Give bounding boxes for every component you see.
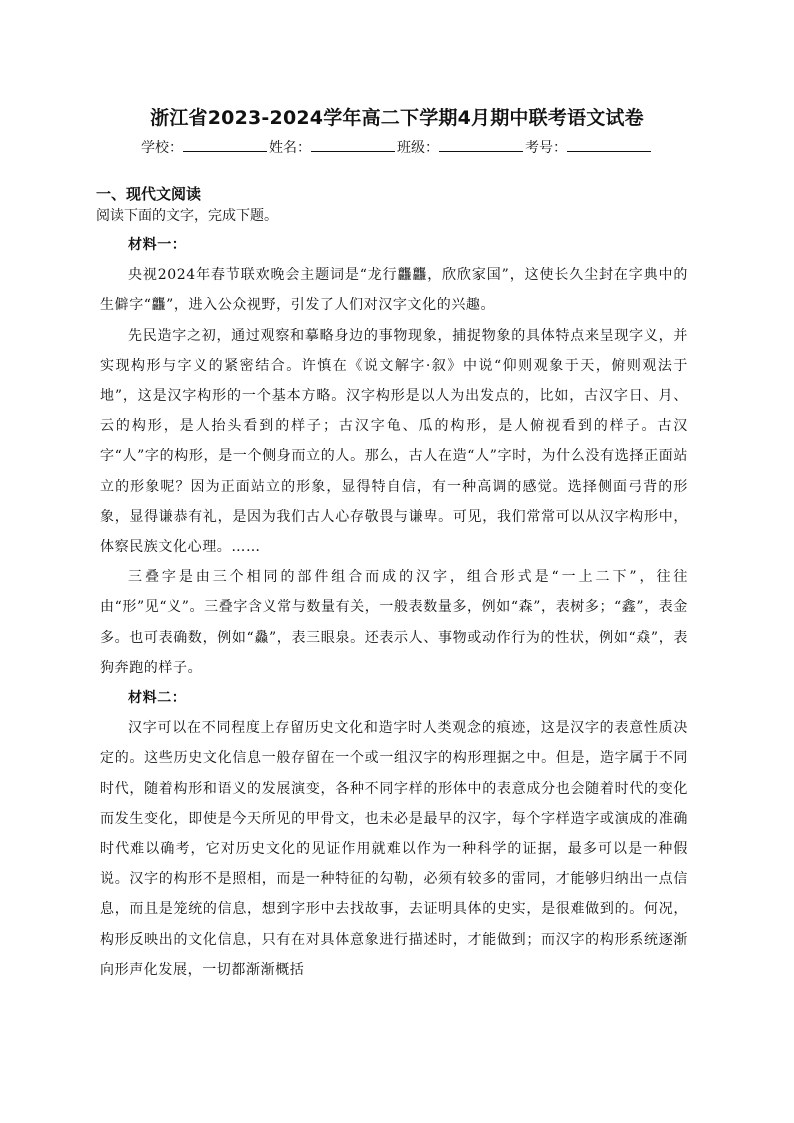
paragraph: 汉字可以在不同程度上存留历史文化和造字时人类观念的痕迹，这是汉字的表意性质决定的。这些历史文化信息一般存留在一个或一组汉字的构形理据之中。但是，造字属于不同时代，随着构形和语义的发展演变，各种不同字样的形体中的表意成分也会随着时代的变化而发生变化，即使是今天所见的甲骨文，也未必是最早的汉字，每个字样造字或演成的准确时代难以确考，它对历史文化的见证作用就难以作为一种科学的证据，最多可以是一种假说。汉字的构形不是照相，而是一种特征的勾勒，必须有较多的雷同，才能够归纳出一点信息，而且是笼统的信息，想到字形中去找故事，去证明具体的史实，是很难做到的。何况，构形反映出的文化信息，只有在对具体意象进行描述时，才能做到；而汉字的构形系统逐渐向形声化发展，一切都渐渐概括	[100, 720, 688, 978]
school-field	[141, 137, 269, 157]
section-heading: 一、现代文阅读	[96, 185, 202, 203]
material-two-label-text: 材料二：	[128, 690, 187, 707]
exam-number-field	[525, 137, 653, 157]
name-label: 姓名：	[269, 140, 311, 156]
name-field	[269, 137, 397, 157]
section-instruction: 阅读下面的文字，完成下题。	[96, 208, 278, 224]
exam-title: 浙江省2023-2024学年高二下学期4月期中联考语文试卷	[150, 107, 644, 129]
material-one-label-text: 材料一：	[128, 237, 187, 253]
exam-number-label: 考号：	[525, 140, 567, 156]
exam-number-blank[interactable]	[567, 139, 651, 152]
material-one-label	[100, 230, 688, 260]
school-label: 学校：	[141, 140, 183, 156]
class-label: 班级：	[397, 140, 439, 156]
student-info-line	[0, 137, 794, 157]
class-field	[397, 137, 525, 157]
paragraph: 先民造字之初，通过观察和摹略身边的事物现象，捕捉物象的具体特点来呈现字义，并实现构形与字义的紧密结合。许慎在《说文解字·叙》中说“仰则观象于天，俯则观法于地”，这是汉字构形的一个基本方略。汉字构形是以人为出发点的，比如，古汉字日、月、云的构形，是人抬头看到的样子；古汉字龟、瓜的构形，是人俯视看到的样子。古汉字“人”字的构形，是一个侧身而立的人。那么，古人在造“人”字时，为什么没有选择正面站立的形象呢？因为正面站立的形象，显得特自信，有一种高调的感觉。选择侧面弓背的形象，显得谦恭有礼，是因为我们古人心存敬畏与谦卑。可见，我们常常可以从汉字构形中，体察民族文化心理。……	[100, 327, 688, 556]
material-two-label	[100, 683, 688, 713]
name-blank[interactable]	[311, 139, 395, 152]
paragraph: 三叠字是由三个相同的部件组合而成的汉字，组合形式是“一上二下”，往往由“形”见“义”。三叠字含义常与数量有关，一般表数量多，例如“森”，表树多；“鑫”，表金多。也可表确数，例如“灥”，表三眼泉。还表示人、事物或动作行为的性状，例如“猋”，表狗奔跑的样子。	[100, 569, 688, 676]
class-blank[interactable]	[439, 139, 523, 152]
reading-passage	[100, 230, 688, 985]
school-blank[interactable]	[183, 139, 267, 152]
paragraph: 央视2024年春节联欢晚会主题词是“龙行龘龘，欣欣家国”，这使长久尘封在字典中的生僻字“龘”，进入公众视野，引发了人们对汉字文化的兴趣。	[100, 267, 688, 314]
